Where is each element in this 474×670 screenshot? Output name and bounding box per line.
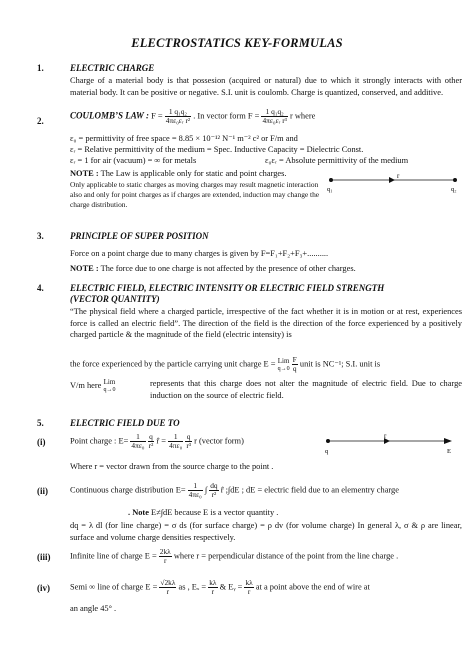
electric-charge-body: Charge of a material body is that possesion (acquired or natural) due to which it strongly interacts with other material body. It can be positive or negative. S.I. unit is coulomb. Charge is quantized, conserved, and additive. — [70, 76, 462, 97]
angle-line: an angle 45° . — [70, 604, 117, 613]
field-lhs: E= — [175, 485, 186, 495]
coulomb-note-2: Only applicable to static charges as moving charges may result magnetic interaction also and only for point charges as if charges are extended, induction may change the charge distribution. — [70, 180, 320, 210]
limit-block — [278, 357, 290, 373]
page-title: ELECTROSTATICS KEY-FORMULAS — [131, 36, 343, 50]
fraction — [188, 482, 203, 499]
diagram-E-label: E — [447, 448, 451, 455]
absolute-permittivity-line: ε₀εᵣ = Absolute permittivity of the medium — [265, 156, 409, 165]
unit-text: unit is NC⁻¹; S.I. unit is — [299, 359, 381, 369]
limit-explanation: represents that this charge does not alter the magnitude of electric field. Due to charge induction on the source of electric field. — [150, 379, 462, 400]
semi-infinite-line-charge — [70, 579, 370, 596]
limit-subscript: q→0 — [277, 365, 290, 372]
denominator: 4πε₀ — [188, 490, 202, 499]
section-heading-coulomb: COULOMB’S LAW : — [70, 110, 150, 121]
semi-infinite-tail: at a point above the end of wire at — [255, 582, 370, 592]
air-metal-line: εᵣ = 1 for air (vacuum) = ∞ for metals — [70, 156, 197, 165]
superposition-note-line — [70, 263, 356, 274]
numerator: q — [149, 432, 153, 441]
denominator: 4πε₀ — [169, 441, 183, 450]
unit-vector: r̂ — [156, 436, 160, 446]
infinite-line-label: Infinite line of charge — [70, 551, 143, 561]
numerator: q — [186, 432, 191, 441]
limit-word: Lim — [103, 378, 116, 386]
limit-word: Lim — [277, 356, 290, 365]
coulomb-vector-fraction — [261, 108, 287, 125]
section-heading-electric-charge: ELECTRIC CHARGE — [70, 63, 155, 73]
fraction — [130, 433, 145, 450]
section-heading-field-due-to: ELECTRIC FIELD DUE TO — [70, 418, 180, 428]
ex-text: as , Eₓ = — [178, 582, 207, 592]
coulomb-lhs: F = — [151, 111, 163, 121]
coulomb-vector-tail: r where — [290, 111, 316, 121]
definition-text: the force experienced by the particle carrying unit charge — [70, 359, 262, 369]
continuous-tail: = electric field due to an elementry charge — [257, 485, 399, 495]
point-charge-line — [70, 433, 244, 450]
diagram-q-label: q — [325, 448, 329, 455]
vector-form-text: . In vector form — [193, 111, 246, 121]
electric-field-body: “The physical field where a charged particle, irrespective of the fact whether it is in motion or at rest, experiences force is called an electric field”. The direction of the field is the direction of the force experienced by a positively charged particle & the magnitude of the field (electric intensity) is — [70, 307, 462, 340]
unit-vm: V/m here — [70, 380, 102, 390]
numerator: kλ — [209, 578, 217, 587]
note-label: . Note — [128, 508, 149, 517]
coulomb-note-1: The Law is applicable only for static and point charges. — [100, 169, 287, 178]
field-lhs: E = — [145, 582, 158, 592]
electric-field-definition-line — [70, 356, 380, 373]
integral-sign: ∫ — [204, 485, 208, 495]
diagram-r-label: r — [397, 172, 400, 180]
infinite-line-tail: where r = perpendicular distance of the point from the line charge . — [173, 551, 399, 561]
section-heading-vector-quantity: (VECTOR QUANTITY) — [70, 294, 160, 304]
continuous-charge-line — [70, 482, 399, 499]
denominator: r — [164, 556, 167, 565]
superposition-text: Force on a point charge due to many charges is given by — [70, 249, 259, 258]
denominator: r² — [211, 490, 217, 499]
denominator: r — [211, 587, 215, 596]
charge-q2-dot — [453, 178, 457, 182]
numerator: 1 — [168, 433, 183, 442]
section-number: 1. — [37, 63, 44, 73]
item-number: (ii) — [37, 486, 48, 496]
coulomb-vector-denominator: 4πε₀εᵣ r³ — [262, 116, 287, 125]
superposition-line — [70, 248, 328, 259]
coulomb-numerator: 1 q₁q₂ — [165, 108, 191, 117]
field-lhs: E = — [263, 359, 276, 369]
section-number: 3. — [37, 231, 44, 241]
section-heading-superposition: PRINCIPLE OF SUPER POSITION — [70, 231, 209, 241]
denominator: 4πε₀ — [131, 441, 145, 450]
fraction — [185, 433, 192, 450]
ey-text: & Eᵧ = — [219, 582, 243, 592]
field-lhs: E = — [144, 551, 157, 561]
note-label: NOTE : — [70, 264, 99, 273]
point-charge-diagram — [322, 432, 462, 456]
denominator: r² — [148, 441, 154, 450]
coulomb-vector-numerator: 1 q₁q₂ — [261, 108, 287, 117]
numerator: 1 — [130, 433, 145, 442]
permittivity-line: ε₀ = permittivity of free space = 8.85 × 10⁻¹² N⁻¹ m⁻² c² or F/m and — [70, 134, 298, 143]
continuous-mid: r̂ ;∫dE ; dE — [220, 485, 256, 495]
limit-explanation-line — [70, 378, 116, 394]
infinite-line-charge — [70, 548, 398, 565]
fraction — [208, 579, 217, 596]
denominator: r — [247, 587, 251, 596]
section-heading-electric-field: ELECTRIC FIELD, ELECTRIC INTENSITY OR ELECTRIC FIELD STRENGTH — [70, 283, 385, 293]
diagram-q2-label: q₂ — [451, 186, 457, 193]
semi-infinite-label: Semi ∞ line of charge — [70, 582, 144, 592]
force-per-charge-fraction — [292, 356, 298, 373]
diagram-r-label: r — [384, 432, 387, 440]
equals: = — [161, 436, 167, 446]
fraction — [244, 579, 253, 596]
limit-subscript: q→0 — [103, 387, 116, 393]
section-number: 2. — [37, 116, 44, 126]
numerator: dq — [210, 481, 218, 490]
continuous-note: E≠∫dE because E is a vector quantity . — [151, 508, 279, 517]
superposition-note: The force due to one charge is not affected by the presence of other charges. — [100, 264, 356, 273]
limit-block — [104, 378, 116, 394]
continuous-label: Continuous charge distribution — [70, 485, 174, 495]
coulomb-diagram — [325, 172, 465, 194]
fraction — [209, 482, 218, 499]
fraction — [159, 548, 172, 565]
fraction-numerator: F — [292, 355, 297, 364]
denominator: r³ — [186, 441, 191, 450]
coulomb-denominator: 4πε₀εᵣ r² — [165, 116, 191, 125]
diagram-arrow-icon — [389, 177, 395, 183]
coulomb-formula-line — [70, 108, 315, 125]
charge-density-text: dq = λ dl (for line charge) = σ ds (for surface charge) = ρ dv (for volume charge) In general λ, σ & ρ are linear, surface and volume charge densities respectively. — [70, 521, 462, 542]
section-number: 4. — [37, 283, 44, 293]
numerator: 1 — [188, 482, 203, 491]
denominator: r — [166, 587, 170, 596]
relative-permittivity-line: εᵣ = Relative permittivity of the medium = Spec. Inductive Capacity = Dielectric Const. — [70, 145, 364, 154]
diagram-q1-label: q₁ — [327, 186, 333, 193]
coulomb-vector-lhs: F = — [247, 111, 260, 121]
charge-q1-dot — [329, 178, 333, 182]
numerator: 2kλ — [159, 547, 171, 556]
field-arrow-icon — [444, 438, 452, 444]
source-charge-dot — [326, 439, 330, 443]
coulomb-fraction — [165, 108, 191, 125]
numerator: √2kλ — [160, 578, 176, 587]
fraction — [168, 433, 183, 450]
field-lhs: E= — [118, 436, 129, 446]
superposition-formula: F=F₁+F₂+F₃+.......... — [260, 249, 329, 258]
item-number: (i) — [37, 437, 46, 447]
point-charge-label: Point charge : — [70, 436, 117, 446]
numerator: kλ — [245, 578, 253, 587]
position-vector: r — [194, 436, 197, 446]
continuous-note-line — [128, 507, 278, 518]
fraction — [148, 433, 155, 450]
point-charge-where: Where r = vector drawn from the source charge to the point . — [70, 462, 274, 471]
note-label: NOTE : — [70, 169, 99, 178]
coulomb-note-line — [70, 168, 286, 179]
item-number: (iii) — [37, 552, 51, 562]
fraction — [159, 579, 176, 596]
vector-form-tail: (vector form) — [198, 436, 244, 446]
fraction-denominator: q — [292, 364, 297, 373]
section-number: 5. — [37, 418, 44, 428]
item-number: (iv) — [37, 583, 50, 593]
